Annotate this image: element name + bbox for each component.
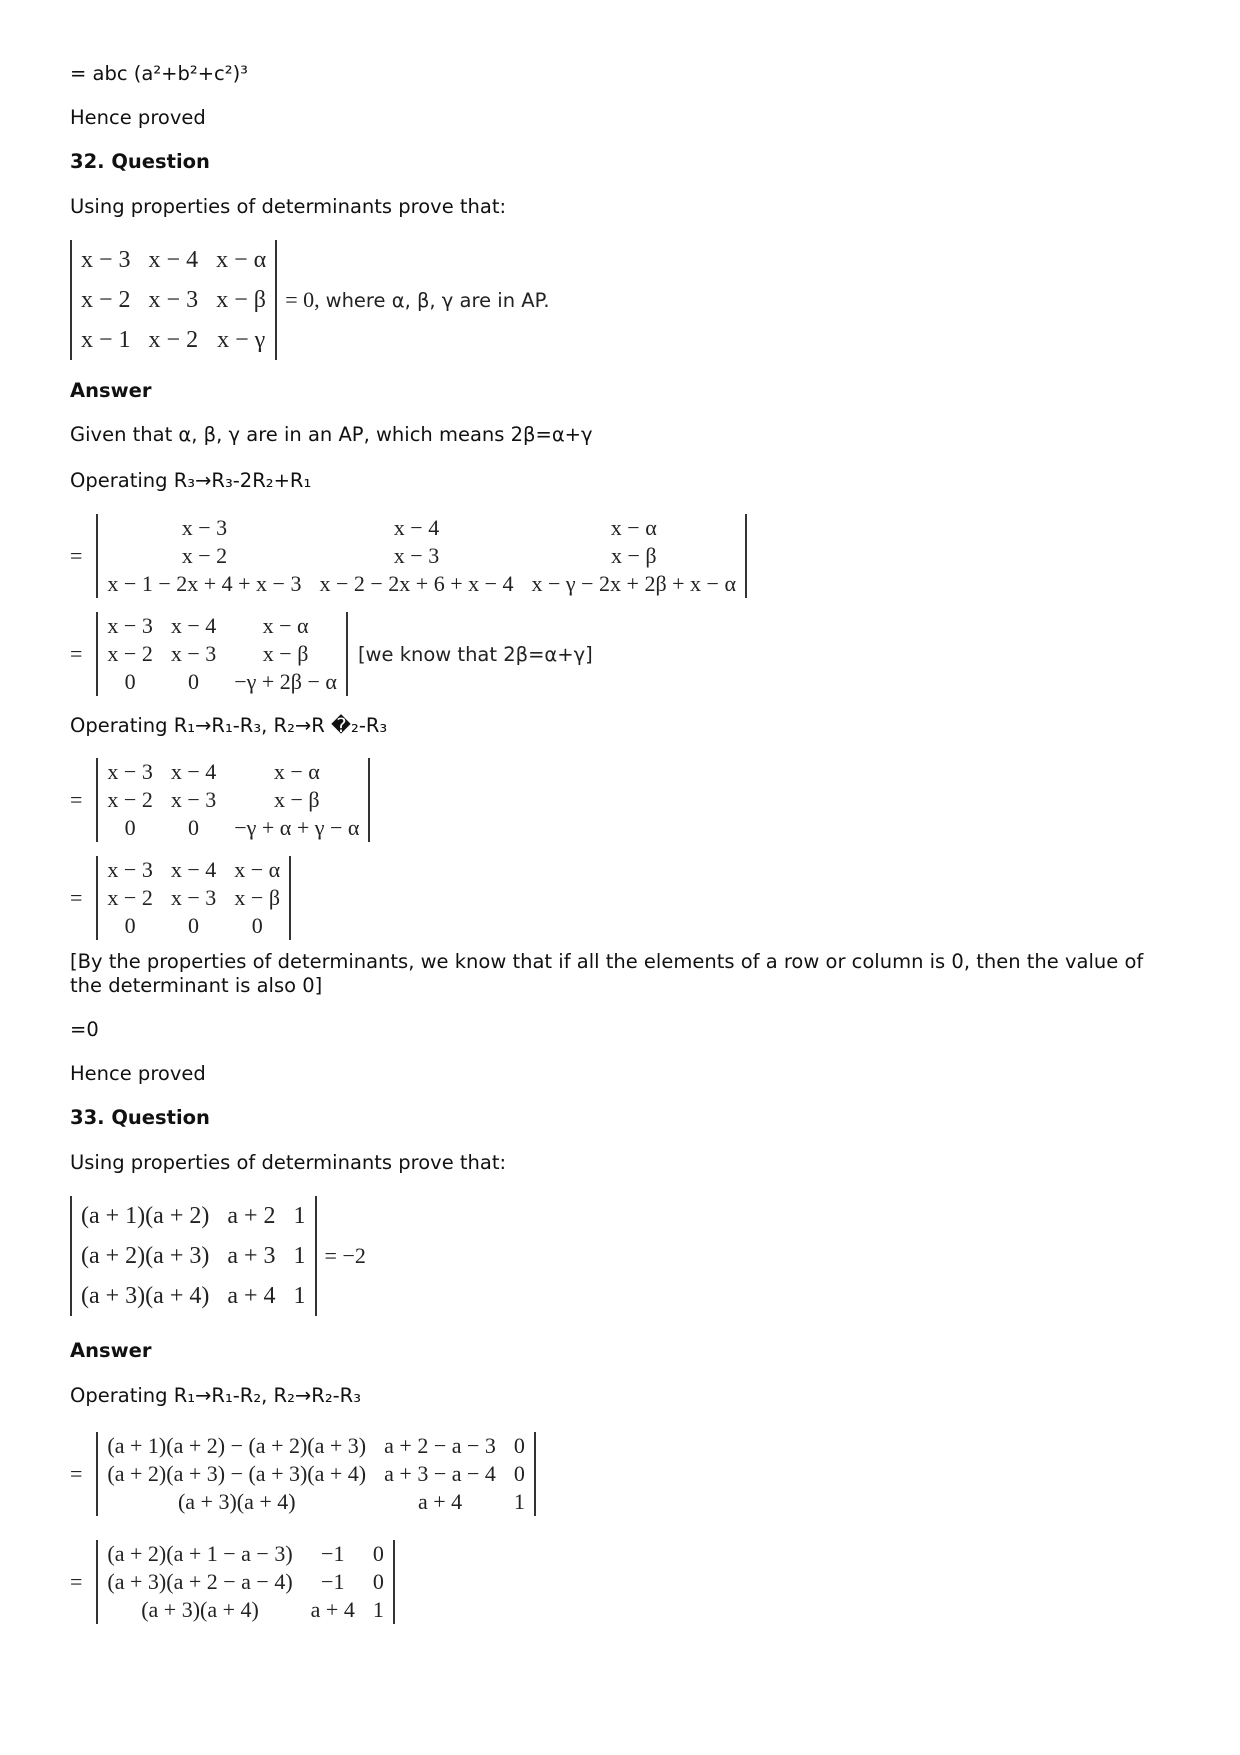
matrix-cell: x − 4 xyxy=(393,515,440,540)
matrix-row xyxy=(97,814,369,842)
matrix-cell: x − 1 − 2x + 4 + x − 3 xyxy=(107,571,302,596)
matrix-cell: x − 3 xyxy=(107,759,153,784)
matrix-row xyxy=(97,786,369,814)
matrix-cell: a + 2 − a − 3 xyxy=(384,1433,496,1458)
matrix-cell: x − 3 xyxy=(393,543,440,568)
matrix-cell: x − γ − 2x + 2β + x − α xyxy=(531,571,736,596)
matrix-cell: 0 xyxy=(188,815,200,840)
matrix-cell: 1 xyxy=(372,1597,384,1622)
matrix-cell: x − 3 xyxy=(81,246,131,273)
question-32-statement xyxy=(70,240,550,360)
result-zero: =0 xyxy=(70,1018,99,1041)
matrix-row xyxy=(71,240,276,280)
matrix-cell: x − 3 xyxy=(107,613,153,638)
determinant xyxy=(96,514,747,598)
determinant xyxy=(96,1432,535,1516)
matrix-cell: a + 4 xyxy=(417,1489,463,1514)
matrix-row xyxy=(71,280,276,320)
step-2: = (a + 2)(a + 1 − a − 3) −1 0 (a + 3)(a + 2 − a − 4) −1 0 (a + 3)(a + 4) a + 4 1 xyxy=(70,1540,395,1624)
matrix-cell: x − 1 xyxy=(81,326,131,353)
operation-2: Operating R₁→R₁-R₃, R₂→R �₂-R₃ xyxy=(70,714,388,737)
hence-proved: Hence proved xyxy=(70,1062,206,1085)
matrix-cell: x − α xyxy=(216,246,267,273)
matrix-cell: x − 3 xyxy=(107,857,153,882)
matrix-cell: −1 xyxy=(321,1541,345,1566)
matrix-cell: (a + 3)(a + 2 − a − 4) xyxy=(107,1569,293,1594)
matrix-cell: 1 xyxy=(293,1242,306,1269)
matrix-row xyxy=(97,514,746,542)
matrix-cell: x − α xyxy=(610,515,657,540)
step-4: = x − 3 x − 4 x − α x − 2 x − 3 x − β 0 0 0 xyxy=(70,856,291,940)
matrix-cell: x − 2 xyxy=(181,543,228,568)
matrix-cell: 0 xyxy=(372,1569,384,1594)
matrix-row xyxy=(97,1568,393,1596)
matrix-cell: (a + 2)(a + 3) xyxy=(81,1242,210,1269)
answer-label: Answer xyxy=(70,1339,152,1362)
matrix-row xyxy=(97,542,746,570)
matrix-cell: 0 xyxy=(124,669,136,694)
matrix-cell: 0 xyxy=(251,913,263,938)
matrix-cell: a + 4 xyxy=(310,1597,355,1622)
ap-condition: where α, β, γ are in AP. xyxy=(325,288,550,312)
matrix-cell: (a + 3)(a + 4) xyxy=(81,1282,210,1309)
matrix-cell: 0 xyxy=(188,669,200,694)
matrix-cell: x − 4 xyxy=(170,759,217,784)
matrix-cell: (a + 2)(a + 1 − a − 3) xyxy=(107,1541,293,1566)
matrix-cell: x − 3 xyxy=(181,515,228,540)
matrix-cell: 0 xyxy=(188,913,200,938)
matrix-row xyxy=(97,1540,393,1568)
matrix-row xyxy=(97,856,290,884)
matrix-cell: x − α xyxy=(273,759,320,784)
matrix-row xyxy=(97,1432,534,1460)
matrix-cell: (a + 1)(a + 2) − (a + 2)(a + 3) xyxy=(107,1433,367,1458)
matrix-cell: (a + 2)(a + 3) − (a + 3)(a + 4) xyxy=(107,1461,367,1486)
given-text: Given that α, β, γ are in an AP, which means 2β=α+γ xyxy=(70,423,593,446)
matrix-row xyxy=(97,570,746,598)
matrix-row xyxy=(97,1460,534,1488)
matrix-cell: x − 2 xyxy=(107,885,153,910)
matrix-cell: 1 xyxy=(293,1202,306,1229)
question-32-prompt: Using properties of determinants prove that: xyxy=(70,195,507,218)
determinant xyxy=(96,856,291,940)
matrix-cell: 1 xyxy=(293,1282,306,1309)
determinant xyxy=(96,612,348,696)
matrix-cell: −γ + 2β − α xyxy=(234,669,337,694)
matrix-cell: (a + 3)(a + 4) xyxy=(177,1489,296,1514)
matrix-cell: x − 4 xyxy=(148,246,199,273)
matrix-cell: a + 3 xyxy=(227,1242,276,1269)
matrix-cell: 0 xyxy=(513,1433,525,1458)
question-32-heading: 32. Question xyxy=(70,150,210,173)
matrix-row xyxy=(71,1276,316,1316)
matrix-row xyxy=(97,1488,534,1516)
matrix-cell: x − 2 xyxy=(107,787,153,812)
matrix-cell: 0 xyxy=(124,815,136,840)
matrix-cell: x − 2 xyxy=(81,286,131,313)
equals-minus-two: = −2 xyxy=(324,1243,366,1268)
matrix-cell: x − β xyxy=(234,885,281,910)
hence-proved: Hence proved xyxy=(70,106,206,129)
operation-1: Operating R₁→R₁-R₂, R₂→R₂-R₃ xyxy=(70,1384,362,1407)
step-1: = x − 3 x − 4 x − α x − 2 x − 3 x − β x − 1 − 2x + 4 + x − 3 x − 2 − 2x + 6 + x − 4 x − γ − 2x + 2β + x − α xyxy=(70,514,747,598)
matrix-cell: x − β xyxy=(262,641,309,666)
determinant xyxy=(96,1540,394,1624)
matrix-cell: x − β xyxy=(274,787,320,812)
matrix-cell: (a + 3)(a + 4) xyxy=(141,1597,259,1622)
determinant xyxy=(70,1196,317,1316)
matrix-row xyxy=(97,912,290,940)
step-2: = x − 3 x − 4 x − α x − 2 x − 3 x − β 0 0 −γ + 2β − α [we know that 2β=α+γ] xyxy=(70,613,593,694)
matrix-row xyxy=(71,1236,316,1276)
operation-1: Operating R₃→R₃-2R₂+R₁ xyxy=(70,469,312,492)
matrix-row xyxy=(71,320,276,360)
question-33-prompt: Using properties of determinants prove that: xyxy=(70,1151,507,1174)
matrix-row xyxy=(97,640,347,668)
question-33-heading: 33. Question xyxy=(70,1106,210,1129)
matrix-cell: x − 3 xyxy=(170,641,217,666)
matrix-cell: x − 3 xyxy=(148,286,199,313)
step-3: = x − 3 x − 4 x − α x − 2 x − 3 x − β 0 0 −γ + α + γ − α xyxy=(70,758,370,842)
matrix-cell: x − γ xyxy=(217,326,266,353)
matrix-cell: x − 2 − 2x + 6 + x − 4 xyxy=(319,571,514,596)
matrix-row xyxy=(71,1196,316,1236)
matrix-cell: x − 2 xyxy=(148,326,199,353)
matrix-cell: x − 3 xyxy=(170,885,217,910)
matrix-cell: (a + 1)(a + 2) xyxy=(81,1202,210,1229)
answer-label: Answer xyxy=(70,379,152,402)
matrix-cell: 0 xyxy=(372,1541,384,1566)
matrix-cell: x − 3 xyxy=(170,787,217,812)
matrix-cell: 0 xyxy=(124,913,136,938)
equals-zero: = 0, xyxy=(285,287,320,312)
matrix-cell: 1 xyxy=(513,1489,525,1514)
determinant xyxy=(70,240,277,360)
question-33-statement xyxy=(70,1196,366,1316)
matrix-cell: 0 xyxy=(513,1461,525,1486)
matrix-cell: x − 4 xyxy=(170,857,217,882)
matrix-cell: x − 4 xyxy=(170,613,217,638)
matrix-row xyxy=(97,612,347,640)
matrix-cell: a + 2 xyxy=(227,1202,276,1229)
matrix-row xyxy=(97,1596,393,1624)
matrix-cell: −γ + α + γ − α xyxy=(234,815,360,840)
determinant xyxy=(96,758,370,842)
matrix-row xyxy=(97,884,290,912)
matrix-cell: x − α xyxy=(262,613,309,638)
matrix-cell: −1 xyxy=(321,1569,345,1594)
matrix-cell: a + 4 xyxy=(227,1282,276,1309)
matrix-cell: x − 2 xyxy=(107,641,153,666)
step-1: = (a + 1)(a + 2) − (a + 2)(a + 3) a + 2 − a − 3 0 (a + 2)(a + 3) − (a + 3)(a + 4) a + 3 − a − 4 0 (a + 3)(a + 4) a + 4 1 xyxy=(70,1432,536,1516)
matrix-cell: x − α xyxy=(234,857,281,882)
matrix-cell: a + 3 − a − 4 xyxy=(384,1461,496,1486)
matrix-cell: x − β xyxy=(216,286,267,313)
property-note: [By the properties of determinants, we know that if all the elements of a row or column is 0, then the value of the determinant is also 0] xyxy=(70,950,1144,997)
matrix-row xyxy=(97,668,347,696)
step-note: [we know that 2β=α+γ] xyxy=(357,642,593,666)
matrix-cell: x − β xyxy=(610,543,657,568)
matrix-row xyxy=(97,758,369,786)
result-line: = abc (a²+b²+c²)³ xyxy=(70,62,248,85)
